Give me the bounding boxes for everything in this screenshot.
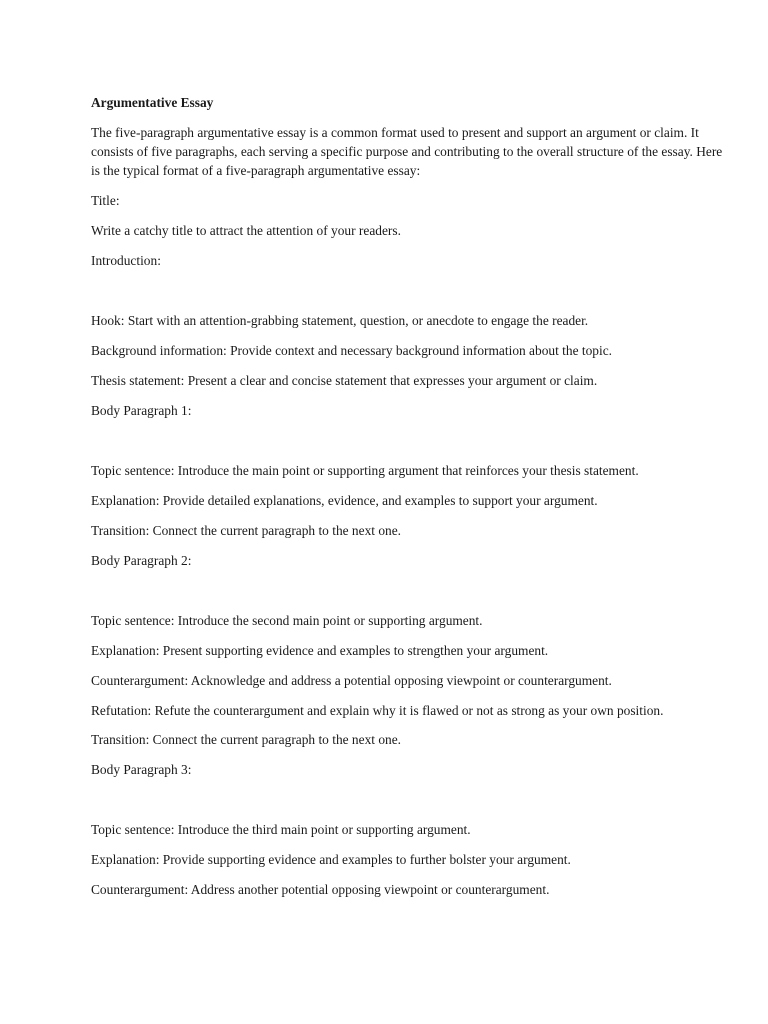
intro-paragraph: The five-paragraph argumentative essay is a common format used to present and support an argument or claim. It consists of five paragraphs, each serving a specific purpose and contributing to the overall structure of the essay. Here is the typical format of a five-paragraph argumentative essay:: [91, 125, 723, 178]
document-title: Argumentative Essay: [91, 95, 214, 110]
body2-transition-item: Transition: Connect the current paragraph to the next one.: [91, 732, 402, 747]
body-paragraph-3-label: Body Paragraph 3:: [91, 762, 192, 777]
title-instruction: Write a catchy title to attract the attention of your readers.: [91, 223, 401, 238]
body-paragraph-2-label: Body Paragraph 2:: [91, 553, 192, 568]
hook-item: Hook: Start with an attention-grabbing statement, question, or anecdote to engage the reader.: [91, 313, 589, 328]
body2-topic-item: Topic sentence: Introduce the second main point or supporting argument.: [91, 613, 483, 628]
body1-topic-item: Topic sentence: Introduce the main point or supporting argument that reinforces your thesis statement.: [91, 463, 639, 478]
body2-explanation-item: Explanation: Present supporting evidence and examples to strengthen your argument.: [91, 643, 549, 658]
body2-counterargument-item: Counterargument: Acknowledge and address a potential opposing viewpoint or counterargument.: [91, 673, 612, 688]
body3-explanation-item: Explanation: Provide supporting evidence and examples to further bolster your argument.: [91, 852, 571, 867]
background-item: Background information: Provide context and necessary background information about the topic.: [91, 343, 612, 358]
body3-topic-item: Topic sentence: Introduce the third main point or supporting argument.: [91, 822, 471, 837]
title-label: Title:: [91, 193, 120, 208]
body-paragraph-1-label: Body Paragraph 1:: [91, 403, 192, 418]
body3-counterargument-item: Counterargument: Address another potential opposing viewpoint or counterargument.: [91, 882, 550, 897]
body1-explanation-item: Explanation: Provide detailed explanations, evidence, and examples to support your argument.: [91, 493, 598, 508]
introduction-label: Introduction:: [91, 253, 161, 268]
body1-transition-item: Transition: Connect the current paragraph to the next one.: [91, 523, 402, 538]
document-page: [91, 94, 731, 910]
thesis-item: Thesis statement: Present a clear and concise statement that expresses your argument or claim.: [91, 373, 598, 388]
body2-refutation-item: Refutation: Refute the counterargument and explain why it is flawed or not as strong as your own position.: [91, 703, 664, 718]
